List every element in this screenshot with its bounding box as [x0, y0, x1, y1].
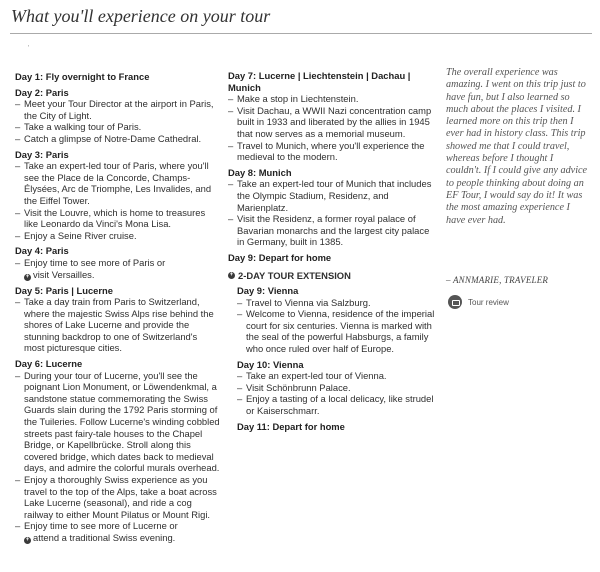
activity-item: – Make a stop in Liechtenstein.: [228, 93, 436, 105]
itinerary-column-1: [15, 71, 220, 544]
day-title: Day 3: Paris: [15, 148, 69, 160]
day-title: Day 11: Depart for home: [237, 420, 345, 432]
traveler-quote: The overall experience was amazing. I went on this trip just to have fun, but I also learned so much about the places I visited. I learned more on this trip then I ever had in history class. This trip showed me that I could travel, whereas before I thought I couldn't. If I could give any advice to people thinking about doing an EF Tour, I would say do it! It was the most amazing experience I have ever had.: [446, 67, 588, 226]
activity-item: – Enjoy a Seine River cruise.: [15, 230, 220, 242]
itinerary-day: [228, 70, 436, 163]
day-title: Day 2: Paris: [15, 86, 69, 98]
day-title: Day 7: Lucerne | Liechtenstein | Dachau | Munich: [228, 70, 411, 93]
activity-list: [15, 98, 220, 144]
activity-item: – Enjoy time to see more of Lucerne or: [15, 520, 220, 532]
optional-excursion[interactable]: [15, 269, 220, 281]
optional-excursion-icon: +: [25, 536, 30, 543]
activity-item: – Visit Dachau, a WWII Nazi concentration camp built in 1933 and liberated by the allies in 1945 that now serves as a memorial museum.: [228, 105, 436, 140]
optional-excursion-icon: +: [229, 271, 234, 278]
itinerary-day: [237, 359, 436, 417]
day-title: Day 9: Depart for home: [228, 251, 332, 263]
itinerary-day: [15, 285, 220, 355]
activity-item: – Catch a glimpse of Notre-Dame Cathedral.: [15, 133, 220, 145]
quote-attribution: – ANNMARIE, TRAVELER: [446, 275, 549, 285]
activity-item: – Enjoy time to see more of Paris or: [15, 257, 220, 269]
day-title: Day 4: Paris: [15, 245, 69, 257]
day-title: Day 6: Lucerne: [15, 358, 83, 370]
tour-extension-title: 2-DAY TOUR EXTENSION: [238, 269, 351, 281]
day-title: Day 9: Vienna: [237, 285, 299, 297]
activity-item: – Take an expert-led tour of Vienna.: [237, 370, 436, 382]
activity-item: – Visit the Residenz, a former royal palace of Bavarian monarchs and the largest city palace in Germany, built in 1385.: [228, 213, 436, 248]
tour-review-label: Tour review: [468, 297, 509, 307]
activity-list: [237, 297, 436, 355]
speech-bubble-icon: [448, 295, 462, 309]
optional-excursion[interactable]: [15, 532, 220, 544]
day-title: Day 8: Munich: [228, 166, 292, 178]
activity-list: [15, 160, 220, 241]
itinerary-day: [15, 245, 220, 280]
itinerary-day: [15, 358, 220, 544]
itinerary-day: [15, 149, 220, 242]
activity-list: [15, 370, 220, 532]
activity-item: – Travel to Munich, where you'll experience the medieval to the modern.: [228, 140, 436, 163]
activity-item: – Take an expert-led tour of Munich that includes the Olympic Stadium, Residenz, and Marienplatz.: [228, 178, 436, 213]
activity-item: – Meet your Tour Director at the airport in Paris, the City of Light.: [15, 98, 220, 121]
activity-item: – Take a walking tour of Paris.: [15, 121, 220, 133]
activity-item: – Enjoy a thoroughly Swiss experience as you travel to the top of the Alps, take a boat across Lake Lucerne (seasonal), and ride a cog railway to either Mount Pilatus or Mount Rigi.: [15, 474, 220, 520]
activity-list: [228, 93, 436, 163]
activity-list: [15, 257, 220, 269]
tour-review-link[interactable]: [448, 295, 509, 309]
activity-item: – Take a day train from Paris to Switzerland, where the majestic Swiss Alps rise behind the shores of Lake Lucerne and provide the stunning backdrop to one of Switzerland's most picturesque cities.: [15, 296, 220, 354]
tour-extension-heading: [228, 270, 436, 282]
day-title: Day 10: Vienna: [237, 358, 304, 370]
optional-excursion-icon: +: [25, 273, 30, 280]
activity-item: – Visit Schönbrunn Palace.: [237, 382, 436, 394]
activity-item: – Welcome to Vienna, residence of the imperial court for six centuries. Vienna is marked with the seal of the powerful Habsburgs, a family who once ruled over half of Europe.: [237, 308, 436, 354]
itinerary-day: [228, 167, 436, 248]
itinerary-column-2: [228, 70, 436, 432]
activity-item: – Enjoy a tasting of a local delicacy, like strudel or Kaiserschmarr.: [237, 393, 436, 416]
activity-list: [15, 296, 220, 354]
itinerary-day: [237, 285, 436, 355]
corner-mark: ': [28, 45, 30, 52]
activity-item: – Travel to Vienna via Salzburg.: [237, 297, 436, 309]
optional-excursion-label: attend a traditional Swiss evening.: [33, 531, 176, 543]
optional-excursion-label: visit Versailles.: [33, 268, 95, 280]
activity-item: – Visit the Louvre, which is home to treasures like Leonardo da Vinci's Mona Lisa.: [15, 207, 220, 230]
page-title: What you'll experience on your tour: [11, 6, 271, 26]
title-divider: [10, 33, 592, 34]
itinerary-day: [15, 87, 220, 145]
day-title: Day 1: Fly overnight to France: [15, 71, 150, 82]
tour-extension-days: [228, 285, 436, 432]
itinerary-day: [228, 252, 436, 264]
activity-list: [237, 370, 436, 416]
itinerary-day: [15, 71, 220, 83]
activity-item: – During your tour of Lucerne, you'll see the poignant Lion Monument, or Löwendenkmal, a sandstone statue commemorating the Swiss Guards slain during the 1792 Paris storming of the Tuileries. Follow Lucerne's winding cobbled streets past fairy-tale houses to the Chapel Bridge, or Kapellbrücke. Stroll along this covered bridge, which dates back to medieval days, and admire the colorful murals overhead.: [15, 370, 220, 474]
activity-list: [228, 178, 436, 248]
day-title: Day 5: Paris | Lucerne: [15, 284, 113, 296]
itinerary-day: [237, 421, 436, 433]
activity-item: – Take an expert-led tour of Paris, where you'll see the Place de la Concorde, Champs-Élysées, Arc de Triomphe, Les Invalides, and the Eiffel Tower.: [15, 160, 220, 206]
